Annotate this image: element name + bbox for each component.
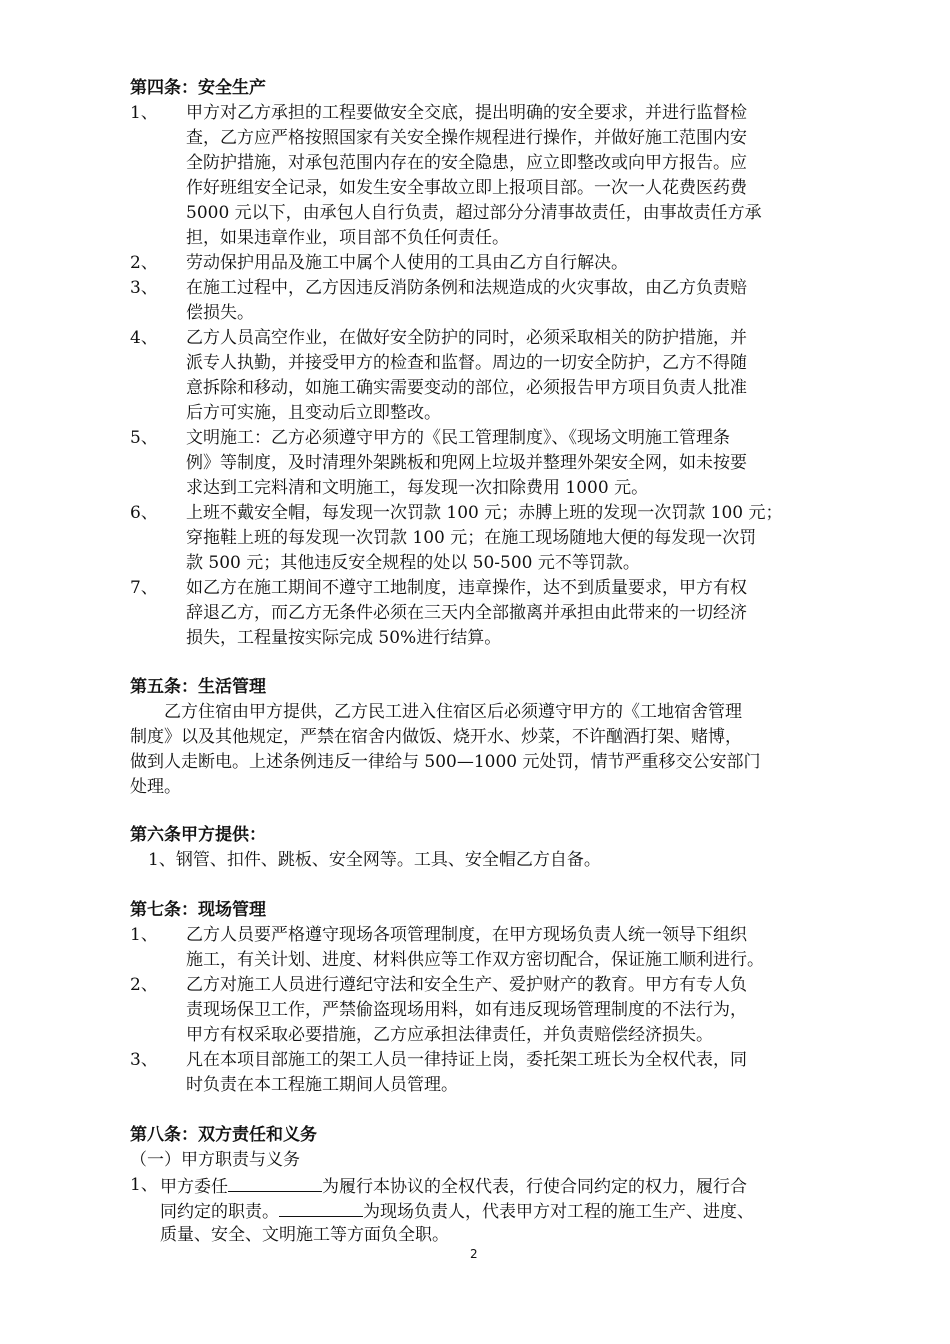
article-6-heading: 第六条甲方提供：: [130, 825, 266, 845]
article-4-item-6-line: 穿拖鞋上班的每发现一次罚款 100 元；在施工现场随地大便的每发现一次罚: [186, 528, 757, 548]
article-4-item-2-number: 2、: [130, 253, 158, 273]
text-segment: 同约定的职责。: [160, 1202, 279, 1222]
article-4-item-4-line: 乙方人员高空作业，在做好安全防护的同时，必须采取相关的防护措施，并: [186, 328, 747, 348]
article-4-item-3-line: 在施工过程中，乙方因违反消防条例和法规造成的火灾事故，由乙方负责赔: [186, 278, 747, 298]
article-8-heading: 第八条：双方责任和义务: [130, 1125, 317, 1145]
article-4-item-5-line: 例》等制度，及时清理外架跳板和兜网上垃圾并整理外架安全网，如未按要: [186, 453, 747, 473]
text-segment: 为履行本协议的全权代表，行使合同约定的权力，履行合: [322, 1177, 747, 1197]
article-4-item-7-number: 7、: [130, 578, 158, 598]
article-8-item-1-line-3: 质量、安全、文明施工等方面负全职。: [160, 1225, 449, 1245]
article-4-item-1-line: 甲方对乙方承担的工程要做安全交底，提出明确的安全要求，并进行监督检: [186, 103, 747, 123]
site-manager-blank-field: [279, 1198, 363, 1217]
article-4-item-1-line: 查，乙方应严格按照国家有关安全操作规程进行操作，并做好施工范围内安: [186, 128, 747, 148]
article-4-item-1-number: 1、: [130, 103, 158, 123]
article-4-item-1-line: 5000 元以下，由承包人自行负责，超过部分分清事故责任，由事故责任方承: [186, 203, 762, 223]
article-4-item-4-number: 4、: [130, 328, 158, 348]
article-5-line: 制度》以及其他规定，严禁在宿舍内做饭、烧开水、炒菜，不许酗酒打架、赌博，: [130, 727, 742, 747]
article-7-item-3-line: 凡在本项目部施工的架工人员一律持证上岗，委托架工班长为全权代表，同: [186, 1050, 747, 1070]
article-4-item-1-line: 担，如果违章作业，项目部不负任何责任。: [186, 228, 509, 248]
article-7-item-2-line: 责现场保卫工作，严禁偷盗现场用料，如有违反现场管理制度的不法行为，: [186, 1000, 747, 1020]
article-4-item-3-number: 3、: [130, 278, 158, 298]
article-4-item-6-number: 6、: [130, 503, 158, 523]
article-4-item-6-line: 款 500 元；其他违反安全规程的处以 50-500 元不等罚款。: [186, 553, 640, 573]
article-7-item-3-line: 时负责在本工程施工期间人员管理。: [186, 1075, 458, 1095]
article-7-item-3-number: 3、: [130, 1050, 158, 1070]
article-4-item-7-line: 辞退乙方，而乙方无条件必须在三天内全部撤离并承担由此带来的一切经济: [186, 603, 747, 623]
article-7-item-1-line: 施工，有关计划、进度、材料供应等工作双方密切配合，保证施工顺利进行。: [186, 950, 764, 970]
article-7-item-2-line: 乙方对施工人员进行遵纪守法和安全生产、爱护财产的教育。甲方有专人负: [186, 975, 747, 995]
representative-blank-field: [228, 1173, 322, 1192]
article-4-item-7-line: 损失，工程量按实际完成 50%进行结算。: [186, 628, 502, 648]
article-8-subheading: （一）甲方职责与义务: [130, 1150, 300, 1170]
article-4-item-7-line: 如乙方在施工期间不遵守工地制度，违章操作，达不到质量要求，甲方有权: [186, 578, 747, 598]
article-8-item-1-number: 1、: [130, 1175, 158, 1195]
article-4-item-1-line: 作好班组安全记录，如发生安全事故立即上报项目部。一次一人花费医药费: [186, 178, 747, 198]
article-4-item-4-line: 意拆除和移动，如施工确实需要变动的部位，必须报告甲方项目负责人批准: [186, 378, 747, 398]
article-4-item-6-line: 上班不戴安全帽，每发现一次罚款 100 元；赤膊上班的发现一次罚款 100 元；: [186, 503, 783, 523]
article-6-line: 1、钢管、扣件、跳板、安全网等。工具、安全帽乙方自备。: [148, 850, 601, 870]
article-7-item-2-line: 甲方有权采取必要措施，乙方应承担法律责任，并负责赔偿经济损失。: [186, 1025, 713, 1045]
article-4-item-1-line: 全防护措施，对承包范围内存在的安全隐患，应立即整改或向甲方报告。应: [186, 153, 747, 173]
article-8-item-1-line-2: [160, 1198, 754, 1222]
article-4-item-4-line: 后方可实施，且变动后立即整改。: [186, 403, 441, 423]
article-5-line: 处理。: [130, 777, 181, 797]
article-4-item-5-line: 求达到工完料清和文明施工，每发现一次扣除费用 1000 元。: [186, 478, 649, 498]
article-5-line: 乙方住宿由甲方提供，乙方民工进入住宿区后必须遵守甲方的《工地宿舍管理: [164, 702, 742, 722]
text-segment: 为现场负责人，代表甲方对工程的施工生产、进度、: [363, 1202, 754, 1222]
article-7-heading: 第七条：现场管理: [130, 900, 266, 920]
article-7-item-1-number: 1、: [130, 925, 158, 945]
article-8-item-1-line-1: [160, 1173, 747, 1197]
article-4-item-5-number: 5、: [130, 428, 158, 448]
article-7-item-2-number: 2、: [130, 975, 158, 995]
article-4-heading: 第四条：安全生产: [130, 78, 266, 98]
article-4-item-2-line: 劳动保护用品及施工中属个人使用的工具由乙方自行解决。: [186, 253, 628, 273]
article-4-item-5-line: 文明施工：乙方必须遵守甲方的《民工管理制度》、《现场文明施工管理条: [186, 428, 730, 448]
article-4-item-4-line: 派专人执勤，并接受甲方的检查和监督。周边的一切安全防护，乙方不得随: [186, 353, 747, 373]
article-7-item-1-line: 乙方人员要严格遵守现场各项管理制度，在甲方现场负责人统一领导下组织: [186, 925, 747, 945]
article-5-line: 做到人走断电。上述条例违反一律给与 500—1000 元处罚，情节严重移交公安部门: [130, 752, 761, 772]
text-segment: 甲方委任: [160, 1177, 228, 1197]
article-5-heading: 第五条：生活管理: [130, 677, 266, 697]
article-4-item-3-line: 偿损失。: [186, 303, 254, 323]
page-number: 2: [470, 1247, 478, 1261]
